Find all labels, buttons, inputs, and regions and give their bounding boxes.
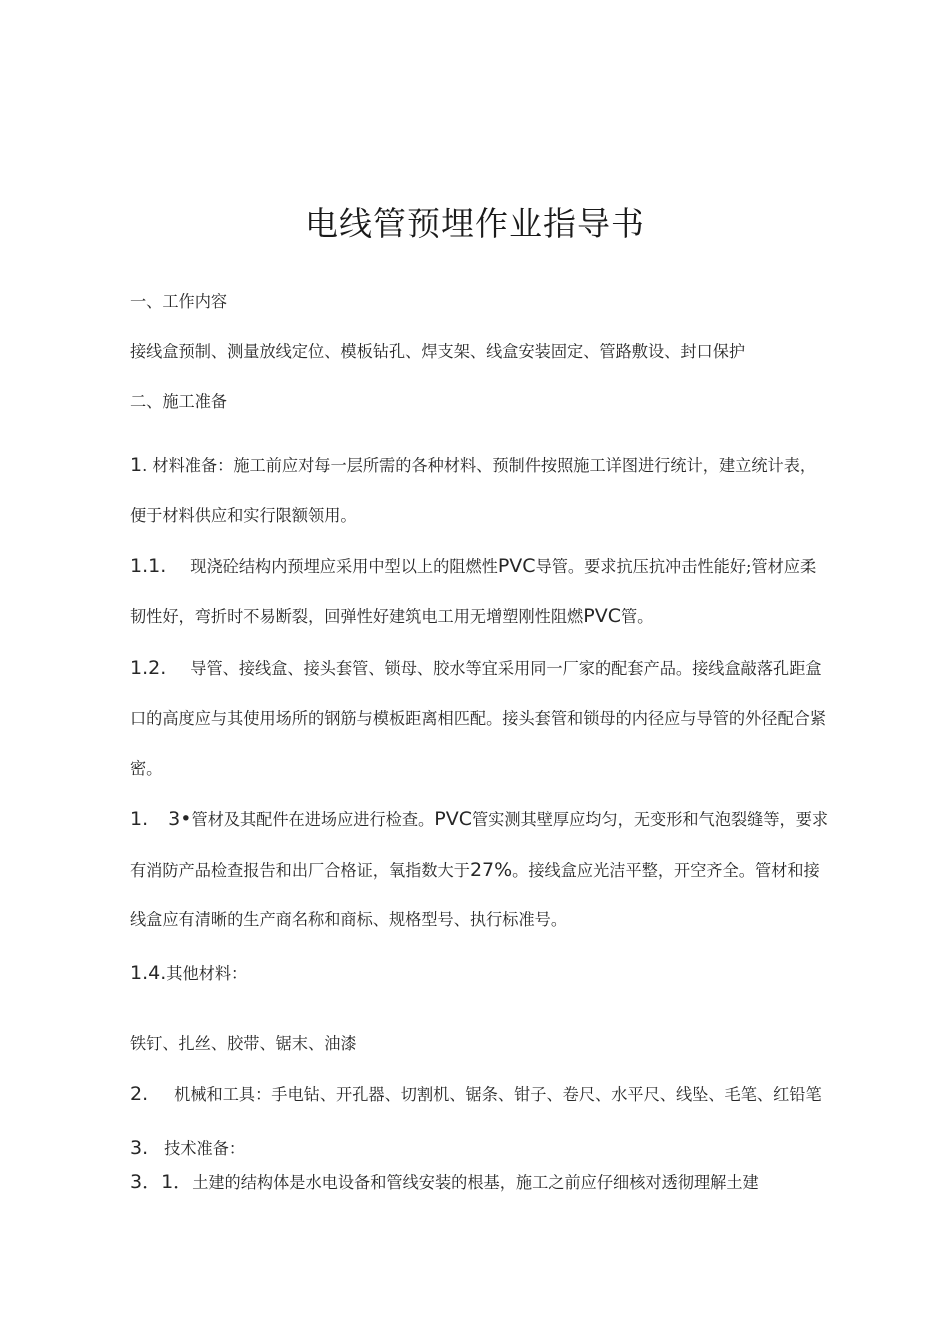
paragraph-3-1-text: 土建的结构体是水电设备和管线安装的根基，施工之前应仔细核对透彻理解土建 xyxy=(192,1173,759,1192)
paragraph-1-2-text-1: 导管、接线盒、接头套管、锁母、胶水等宜采用同一厂家的配套产品。接线盒敲落孔距盒 xyxy=(190,659,822,678)
oxygen-index-value: 27% xyxy=(469,859,513,881)
paragraph-1-4-line-1 xyxy=(130,961,247,986)
paragraph-1-line-2: 便于材料供应和实行限额领用。 xyxy=(130,506,357,525)
paragraph-1-2-line-3: 密。 xyxy=(130,759,163,778)
paragraph-1-3-text-c: 有消防产品检查报告和出厂合格证，氧指数大于 xyxy=(130,861,470,880)
paragraph-1-3-line-3: 线盒应有清晰的生产商名称和商标、规格型号、执行标准号。 xyxy=(130,910,568,929)
paragraph-1-3-text-d: 。接线盒应光洁平整，开空齐全。管材和接 xyxy=(512,861,820,880)
paragraph-1-1-line-1 xyxy=(130,554,816,579)
paragraph-1-4-body: 铁钉、扎丝、胶带、锯末、油漆 xyxy=(130,1034,357,1053)
paragraph-1-2-line-2: 口的高度应与其使用场所的钢筋与模板距离相匹配。接头套管和锁母的内径应与导管的外径配合紧 xyxy=(130,709,827,728)
paragraph-2-text: 机械和工具：手电钻、开孔器、切割机、锯条、钳子、卷尺、水平尺、线坠、毛笔、红铅笔 xyxy=(174,1085,822,1104)
paragraph-1-text: . 材料准备：施工前应对每一层所需的各种材料、预制件按照施工详图进行统计，建立统计表， xyxy=(142,456,817,475)
paragraph-1-1-text-c: 韧性好，弯折时不易断裂，回弹性好建筑电工用无增塑刚性阻燃 xyxy=(130,607,584,626)
paragraph-1-3-text-b: 管实测其壁厚应均匀，无变形和气泡裂缝等，要求 xyxy=(471,810,829,829)
paragraph-3-1 xyxy=(130,1170,759,1195)
paragraph-1-3-number: 1. xyxy=(130,808,149,830)
paragraph-2 xyxy=(130,1082,822,1107)
paragraph-2-number: 2. xyxy=(130,1083,149,1105)
paragraph-3 xyxy=(130,1136,245,1161)
paragraph-3-1-number: 3．1． xyxy=(130,1171,193,1193)
pvc-term: PVC xyxy=(434,808,472,830)
page-title: 电线管预埋作业指导书 xyxy=(305,204,645,243)
paragraph-1-number: 1 xyxy=(130,454,143,476)
paragraph-1-3-line-1 xyxy=(130,807,828,832)
work-content-body: 接线盒预制、测量放线定位、模板钻孔、焊支架、线盒安装固定、管路敷设、封口保护 xyxy=(130,342,746,361)
paragraph-1-2-number: 1.2. xyxy=(130,657,167,679)
paragraph-1-1-text-d: 管。 xyxy=(620,607,654,626)
paragraph-1-3-text-a: 管材及其配件在进场应进行检查。 xyxy=(191,810,435,829)
paragraph-1-line-1 xyxy=(130,453,816,478)
paragraph-1-1-number: 1.1. xyxy=(130,555,167,577)
paragraph-1-3-line-2 xyxy=(130,858,820,883)
paragraph-1-1-line-2 xyxy=(130,604,653,629)
pvc-term: PVC xyxy=(497,555,536,577)
paragraph-3-number: 3. xyxy=(130,1137,149,1159)
paragraph-1-4-number: 1.4. xyxy=(130,962,167,984)
paragraph-3-text: 技术准备： xyxy=(164,1139,246,1158)
paragraph-1-2-line-1 xyxy=(130,656,822,681)
paragraph-1-1-text-b: 导管。要求抗压抗冲击性能好;管材应柔 xyxy=(535,557,817,576)
pvc-term: PVC xyxy=(583,605,621,627)
paragraph-1-1-text-a: 现浇砼结构内预埋应采用中型以上的阻燃性 xyxy=(190,557,498,576)
section-heading-preparation: 二、施工准备 xyxy=(130,392,228,411)
section-heading-work-content: 一、工作内容 xyxy=(130,292,228,311)
paragraph-1-3-subnumber: 3• xyxy=(168,808,192,830)
paragraph-1-4-text: 其他材料： xyxy=(166,964,248,983)
